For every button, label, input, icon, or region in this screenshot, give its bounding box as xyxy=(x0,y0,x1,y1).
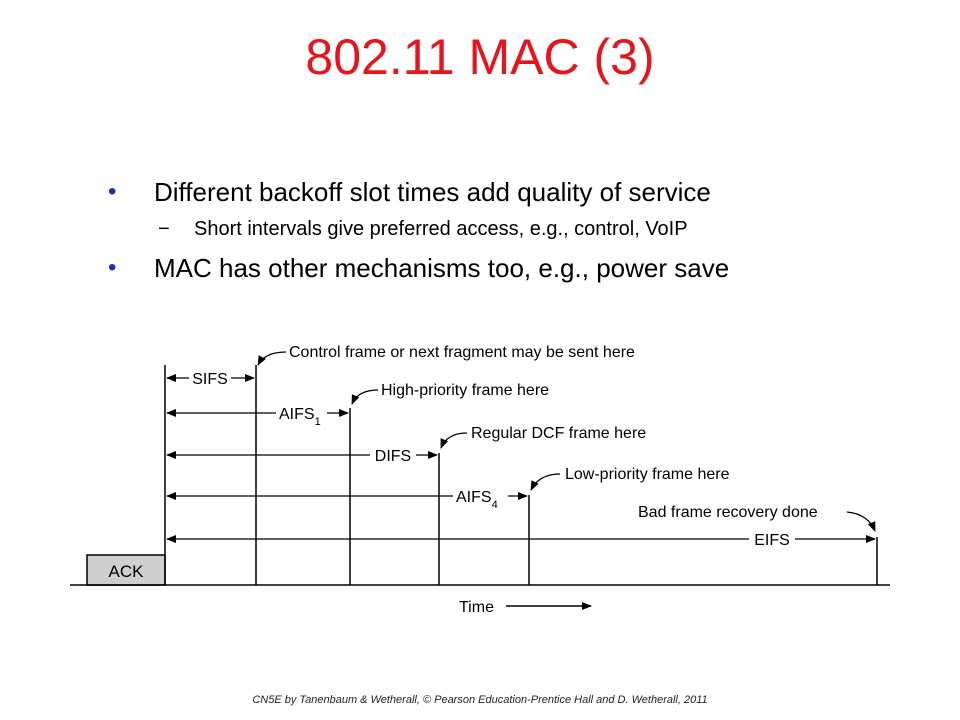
bullet-dot-icon: • xyxy=(108,178,117,205)
high-annotation-arrow xyxy=(352,390,378,404)
slide-title: 802.11 MAC (3) xyxy=(305,29,655,85)
bullet-dot-icon: • xyxy=(108,254,117,281)
low-annotation: Low-priority frame here xyxy=(565,466,730,483)
difs-label: DIFS xyxy=(374,448,412,465)
time-label: Time xyxy=(459,599,494,616)
dash-icon: − xyxy=(158,218,170,240)
aifs4-label: $AIFS_4$ xyxy=(456,489,498,511)
regular-annotation-arrow xyxy=(441,433,467,448)
control-annotation: Control frame or next fragment may be sent here xyxy=(289,344,635,361)
bullet-text: MAC has other mechanisms too, e.g., power save xyxy=(154,253,730,283)
bullet-text: Different backoff slot times add quality of service xyxy=(154,177,711,207)
low-annotation-arrow xyxy=(531,474,560,490)
high-annotation: High-priority frame here xyxy=(381,382,550,399)
slide-footer: CN5E by Tanenbaum & Wetherall, © Pearson Education-Prentice Hall and D. Wetherall, 2011 xyxy=(252,694,708,706)
bad-annotation-arrow xyxy=(847,512,875,531)
eifs-label: EIFS xyxy=(754,532,790,549)
bad-annotation: Bad frame recovery done xyxy=(638,504,818,521)
ack-label: ACK xyxy=(108,562,144,581)
regular-annotation: Regular DCF frame here xyxy=(471,425,647,442)
control-annotation-arrow xyxy=(258,352,286,365)
sifs-label: SIFS xyxy=(192,371,228,388)
sub-bullet-text: Short intervals give preferred access, e.g., control, VoIP xyxy=(194,218,688,240)
aifs1-label: $AIFS_1$ xyxy=(279,406,321,428)
